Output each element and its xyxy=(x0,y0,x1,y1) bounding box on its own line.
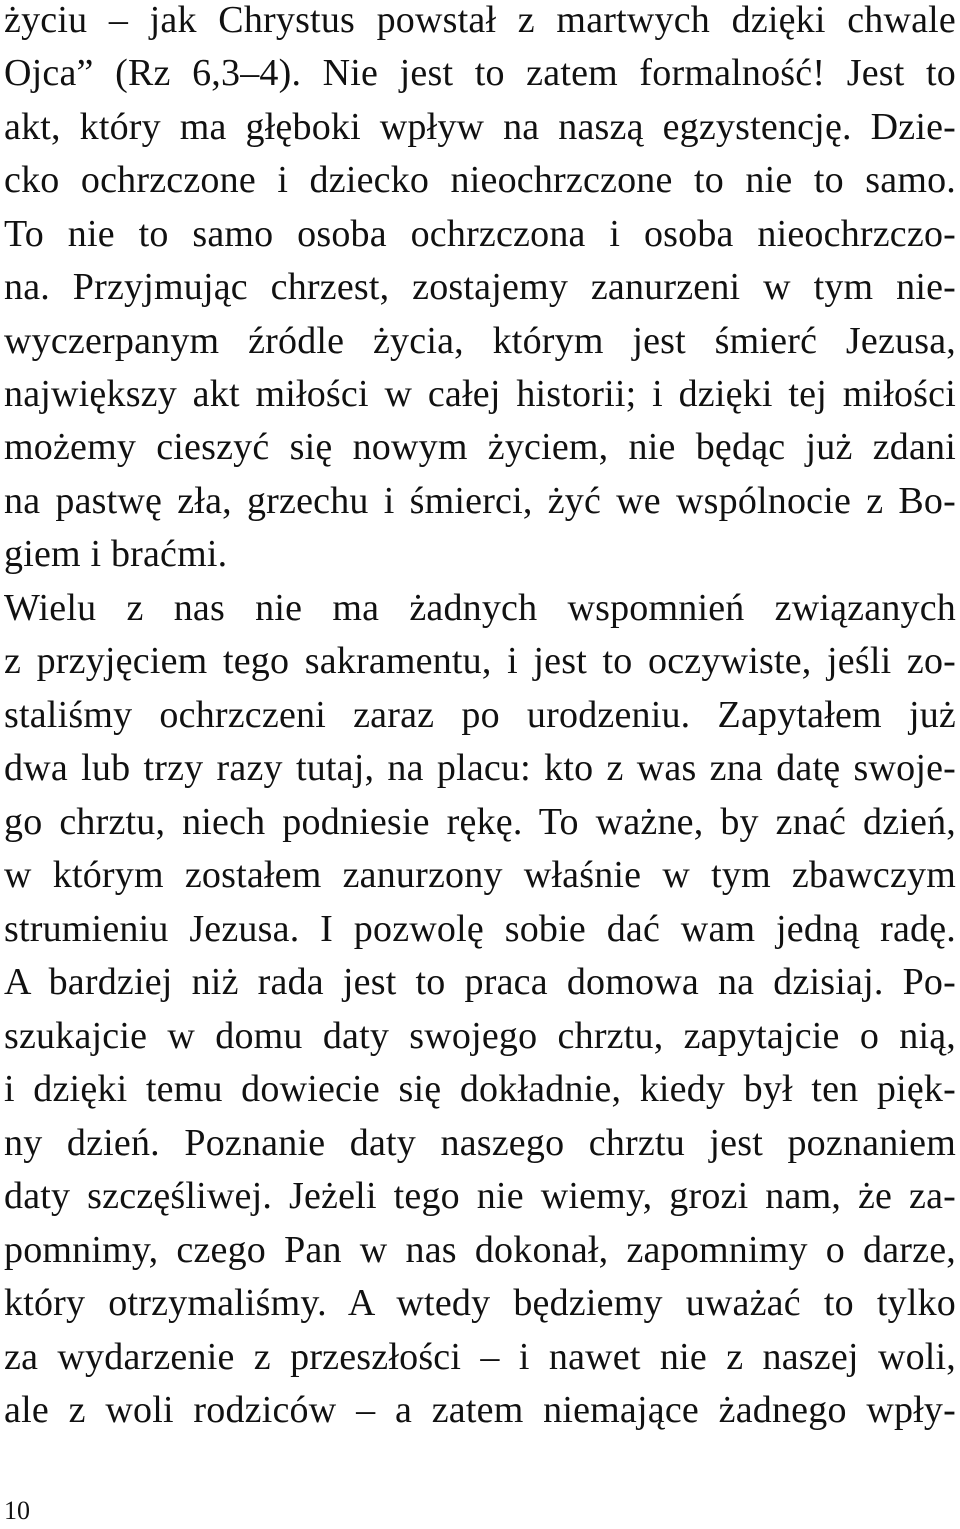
text-line: i dzięki temu dowiecie się dokładnie, kiedy był ten pięk- xyxy=(4,1068,956,1110)
text-line: akt, który ma głęboki wpływ na naszą egzystencję. Dzie- xyxy=(4,106,956,148)
text-line: A bardziej niż rada jest to praca domowa na dzisiaj. Po- xyxy=(4,961,956,1003)
text-line: cko ochrzczone i dziecko nieochrzczone to nie to samo. xyxy=(4,159,956,201)
text-line: staliśmy ochrzczeni zaraz po urodzeniu. Zapytałem już xyxy=(4,694,956,736)
text-line: strumieniu Jezusa. I pozwolę sobie dać wam jedną radę. xyxy=(4,908,956,950)
text-line: za wydarzenie z przeszłości – i nawet nie z naszej woli, xyxy=(4,1336,956,1378)
text-line: największy akt miłości w całej historii; i dzięki tej miłości xyxy=(4,373,956,415)
text-line: możemy cieszyć się nowym życiem, nie będąc już zdani xyxy=(4,426,956,468)
text-line: giem i braćmi. xyxy=(4,533,228,575)
text-line: dwa lub trzy razy tutaj, na placu: kto z was zna datę swoje- xyxy=(4,747,956,789)
text-line: Ojca” (Rz 6,3–4). Nie jest to zatem formalność! Jest to xyxy=(4,52,956,94)
text-line: ale z woli rodziców – a zatem niemające żadnego wpły- xyxy=(4,1389,956,1431)
text-line: który otrzymaliśmy. A wtedy będziemy uważać to tylko xyxy=(4,1282,956,1324)
text-line: pomnimy, czego Pan w nas dokonał, zapomnimy o darze, xyxy=(4,1229,956,1271)
text-line: życiu – jak Chrystus powstał z martwych dzięki chwale xyxy=(4,0,956,41)
text-line: na. Przyjmując chrzest, zostajemy zanurzeni w tym nie- xyxy=(4,266,956,308)
text-line: wyczerpanym źródle życia, którym jest śmierć Jezusa, xyxy=(4,320,956,362)
text-line: szukajcie w domu daty swojego chrztu, zapytajcie o nią, xyxy=(4,1015,956,1057)
text-line: go chrztu, niech podniesie rękę. To ważne, by znać dzień, xyxy=(4,801,956,843)
text-line: na pastwę zła, grzechu i śmierci, żyć we wspólnocie z Bo- xyxy=(4,480,956,522)
text-line: Wielu z nas nie ma żadnych wspomnień związanych xyxy=(4,587,956,629)
text-line: To nie to samo osoba ochrzczona i osoba nieochrzczo- xyxy=(4,213,956,255)
text-line: ny dzień. Poznanie daty naszego chrztu jest poznaniem xyxy=(4,1122,956,1164)
text-line: w którym zostałem zanurzony właśnie w tym zbawczym xyxy=(4,854,956,896)
text-line: z przyjęciem tego sakramentu, i jest to oczywiste, jeśli zo- xyxy=(4,640,956,682)
page-number: 10 xyxy=(4,1496,30,1525)
text-line: daty szczęśliwej. Jeżeli tego nie wiemy, grozi nam, że za- xyxy=(4,1175,956,1217)
